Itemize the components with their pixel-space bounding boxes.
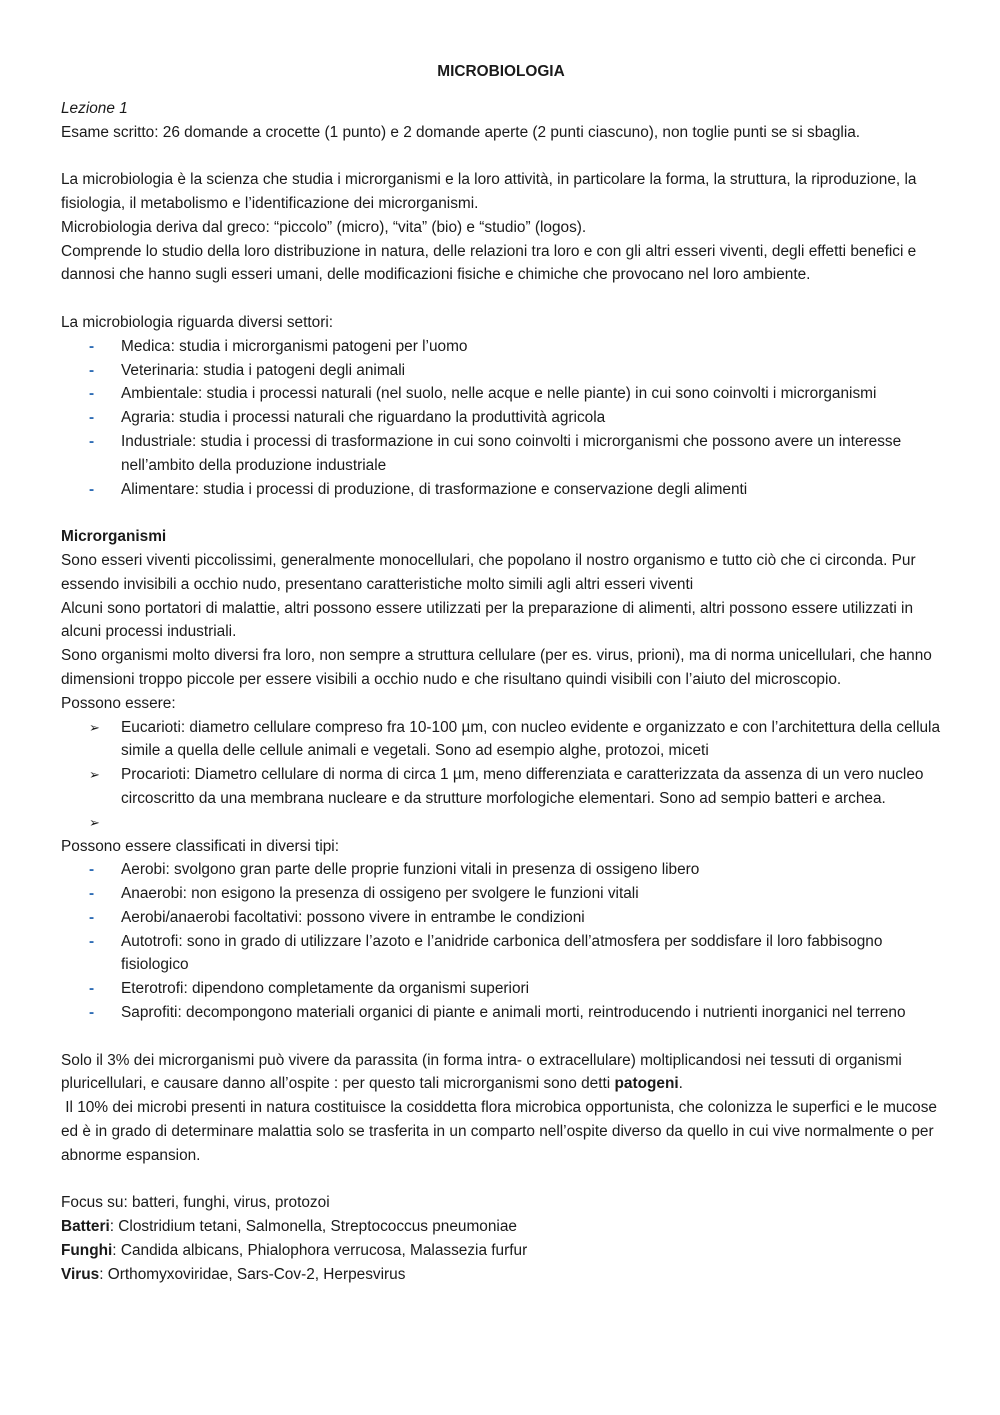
list-item xyxy=(61,478,941,502)
dash-bullet-icon: - xyxy=(89,908,95,926)
list-item xyxy=(61,716,941,764)
pathogens-paragraph xyxy=(61,1049,941,1097)
sector-text: Agraria: studia i processi naturali che riguardano la produttività agricola xyxy=(121,409,606,427)
list-item xyxy=(61,882,941,906)
sector-text: Alimentare: studia i processi di produzione, di trasformazione e conservazione degli alimenti xyxy=(121,480,748,498)
cell-types-list xyxy=(61,716,941,835)
dash-bullet-icon: - xyxy=(89,1004,95,1022)
focus-label: Virus xyxy=(61,1265,100,1283)
class-text: Eterotrofi: dipendono completamente da organismi superiori xyxy=(121,980,530,998)
list-item xyxy=(61,1001,941,1025)
arrow-bullet-icon: ➢ xyxy=(89,814,100,830)
focus-intro: Focus su: batteri, funghi, virus, protozoi xyxy=(61,1194,330,1212)
spacer xyxy=(61,144,941,168)
list-item xyxy=(61,359,941,383)
sectors-list xyxy=(61,335,941,502)
can-be-intro: Possono essere: xyxy=(61,694,176,712)
dash-bullet-icon: - xyxy=(89,885,95,903)
dash-bullet-icon: - xyxy=(89,480,95,498)
spacer xyxy=(61,1168,941,1192)
sector-text: Medica: studia i microrganismi patogeni per l’uomo xyxy=(121,337,468,355)
cell-type-text: Eucarioti: diametro cellulare compreso fra 10-100 µm, con nucleo evidente e organizzato e con l’architettura della cellula simile a quella delle cellule animali e vegetali. Sono ad esempio alghe, protozoi, miceti xyxy=(121,718,941,760)
spacer xyxy=(61,287,941,311)
document-body xyxy=(61,60,941,1287)
definition-paragraph: La microbiologia è la scienza che studia i microrganismi e la loro attività, in particolare la forma, la struttura, la riproduzione, la fisiologia, il metabolismo e l’identificazione dei microrganismi. xyxy=(61,171,917,212)
microorganisms-p3: Sono organismi molto diversi fra loro, non sempre a struttura cellulare (per es. virus, prioni), ma di norma unicellulari, che hanno dimensioni troppo piccole per essere visibili a occhio nudo e che risultano quindi visibili con l’aiuto del microscopio. xyxy=(61,647,932,688)
focus-text: : Candida albicans, Phialophora verrucosa, Malassezia furfur xyxy=(112,1242,528,1260)
list-item xyxy=(61,335,941,359)
class-text: Autotrofi: sono in grado di utilizzare l’azoto e l’anidride carbonica dell’atmosfera per soddisfare il loro fabbisogno fisiologico xyxy=(121,932,883,974)
dash-bullet-icon: - xyxy=(89,361,95,379)
cell-type-text: Procarioti: Diametro cellulare di norma di circa 1 µm, meno differenziata e caratterizzata da assenza di un vero nucleo circoscritto da una membrana nucleare e da strutture morfologiche elementari. Sono ad sempio batteri e archea. xyxy=(121,766,924,807)
focus-row xyxy=(61,1239,941,1263)
dash-bullet-icon: - xyxy=(89,409,95,427)
focus-text: : Orthomyxoviridae, Sars-Cov-2, Herpesvirus xyxy=(99,1265,406,1283)
microorganisms-p1: Sono esseri viventi piccolissimi, generalmente monocellulari, che popolano il nostro organismo e tutto ciò che ci circonda. Pur essendo invisibili a occhio nudo, presentano caratteristiche molto simili agli altri esseri viventi xyxy=(61,551,916,593)
spacer xyxy=(61,1025,941,1049)
classified-intro: Possono essere classificati in diversi tipi: xyxy=(61,837,340,855)
focus-label: Batteri xyxy=(61,1218,110,1236)
list-item xyxy=(61,430,941,478)
dash-bullet-icon: - xyxy=(89,385,95,403)
dash-bullet-icon: - xyxy=(89,980,95,998)
list-item xyxy=(61,382,941,406)
focus-row xyxy=(61,1263,941,1287)
pathogens-end: . xyxy=(678,1075,683,1093)
sector-text: Ambientale: studia i processi naturali (nel suolo, nelle acque e nelle piante) in cui sono coinvolti i microrganismi xyxy=(121,385,877,403)
sectors-intro: La microbiologia riguarda diversi settori: xyxy=(61,313,334,331)
class-text: Aerobi: svolgono gran parte delle proprie funzioni vitali in presenza di ossigeno libero xyxy=(121,861,700,879)
page-title: MICROBIOLOGIA xyxy=(437,63,565,80)
list-item xyxy=(61,906,941,930)
opportunist-paragraph: Il 10% dei microbi presenti in natura costituisce la cosiddetta flora microbica opportunista, che colonizza le superfici e le mucose ed è in grado di determinare malattia solo se trasferita in un comparto nell’ospite diverso da quello in cui vive normalmente o per abnorme espansion. xyxy=(61,1099,942,1164)
dash-bullet-icon: - xyxy=(89,861,95,879)
focus-text: : Clostridium tetani, Salmonella, Streptococcus pneumoniae xyxy=(109,1218,517,1236)
class-text: Anaerobi: non esigono la presenza di ossigeno per svolgere le funzioni vitali xyxy=(121,885,639,903)
dash-bullet-icon: - xyxy=(89,337,95,355)
pathogens-keyword: patogeni xyxy=(614,1075,679,1093)
dash-bullet-icon: - xyxy=(89,432,95,450)
focus-label: Funghi xyxy=(61,1242,113,1260)
arrow-bullet-icon: ➢ xyxy=(89,767,100,783)
lesson-label: Lezione 1 xyxy=(61,99,128,117)
focus-row xyxy=(61,1215,941,1239)
arrow-bullet-icon: ➢ xyxy=(89,719,100,735)
class-text: Saprofiti: decompongono materiali organici di piante e animali morti, reintroducendo i nutrienti inorganici nel terreno xyxy=(121,1004,906,1022)
scope-paragraph: Comprende lo studio della loro distribuzione in natura, delle relazioni tra loro e con gli altri esseri viventi, degli effetti benefici e dannosi che hanno sugli esseri umani, delle modificazioni fisiche e chimiche che provocano nel loro ambiente. xyxy=(61,242,917,284)
sector-text: Industriale: studia i processi di trasformazione in cui sono coinvolti i microrganismi che possono avere un interesse nell’ambito della produzione industriale xyxy=(121,432,902,474)
classes-list xyxy=(61,858,941,1025)
list-item xyxy=(61,977,941,1001)
sector-text: Veterinaria: studia i patogeni degli animali xyxy=(121,361,406,379)
list-item xyxy=(61,858,941,882)
spacer xyxy=(61,501,941,525)
dash-bullet-icon: - xyxy=(89,932,95,950)
class-text: Aerobi/anaerobi facoltativi: possono vivere in entrambe le condizioni xyxy=(121,908,585,926)
list-item xyxy=(61,811,941,835)
section-heading: Microrganismi xyxy=(61,528,167,546)
etymology-paragraph: Microbiologia deriva dal greco: “piccolo” (micro), “vita” (bio) e “studio” (logos). xyxy=(61,218,587,236)
list-item xyxy=(61,406,941,430)
exam-info: Esame scritto: 26 domande a crocette (1 punto) e 2 domande aperte (2 punti ciascuno), non toglie punti se si sbaglia. xyxy=(61,123,861,141)
pathogens-text: Solo il 3% dei microrganismi può vivere da parassita (in forma intra- o extracellulare) moltiplicandosi nei tessuti di organismi pluricellulari, e causare danno all’ospite : per questo tali microrganismi sono detti xyxy=(61,1051,902,1093)
list-item xyxy=(61,930,941,978)
list-item xyxy=(61,763,941,811)
microorganisms-p2: Alcuni sono portatori di malattie, altri possono essere utilizzati per la preparazione di alimenti, altri possono essere utilizzati in alcuni processi industriali. xyxy=(61,599,914,641)
